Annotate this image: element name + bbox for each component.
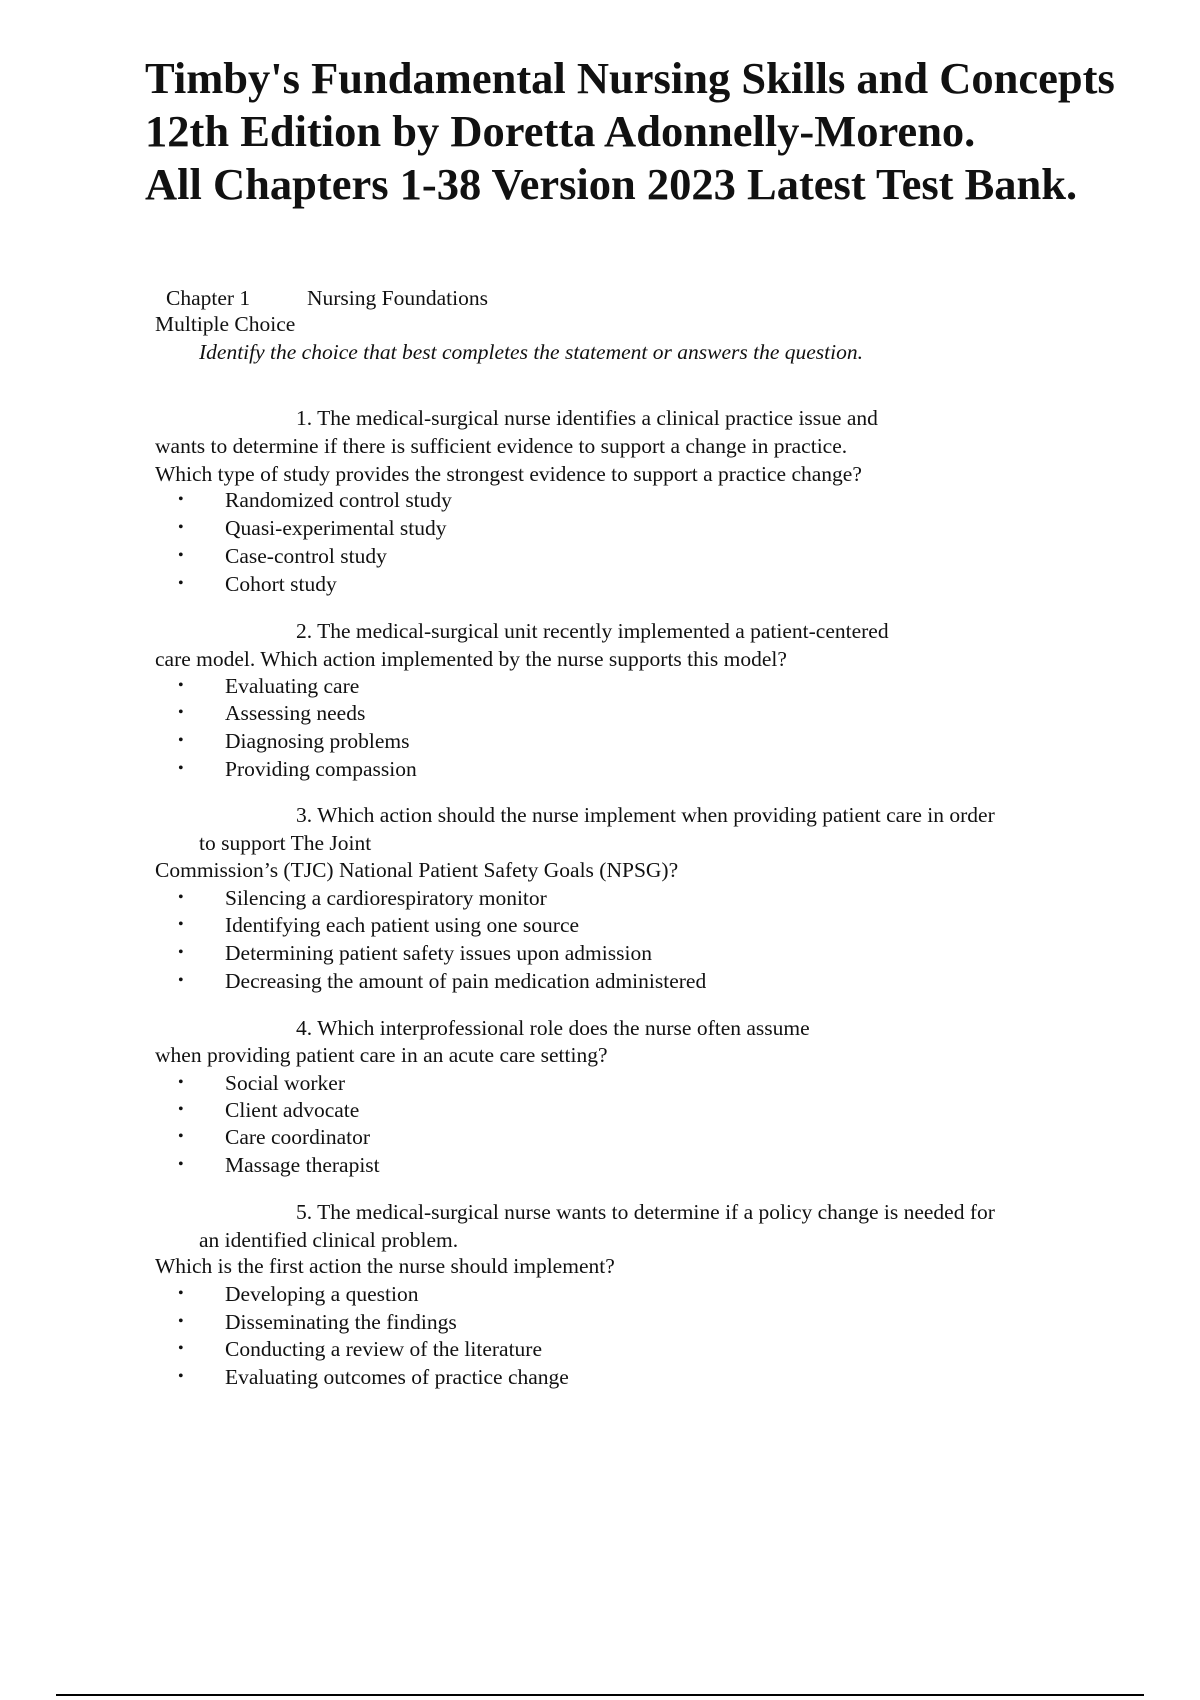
bullet-icon: • <box>178 1101 184 1118</box>
bullet-icon: • <box>178 519 184 536</box>
footer-divider <box>56 1694 1144 1696</box>
question-text-line: 4. Which interprofessional role does the nurse often assume <box>296 1016 810 1040</box>
question-text-line: Which is the first action the nurse should implement? <box>155 1254 615 1278</box>
question-text-line: 5. The medical-surgical nurse wants to determine if a policy change is needed for <box>296 1200 995 1224</box>
question-text-line: 3. Which action should the nurse implement when providing patient care in order <box>296 803 995 827</box>
question-text-line: wants to determine if there is sufficient evidence to support a change in practice. <box>155 434 848 458</box>
question-text-line: care model. Which action implemented by the nurse supports this model? <box>155 647 787 671</box>
question-text-line: to support The Joint <box>199 831 372 855</box>
bullet-icon: • <box>178 575 184 592</box>
document-title <box>145 52 1115 211</box>
bullet-icon: • <box>178 1340 184 1357</box>
bullet-icon: • <box>178 677 184 694</box>
bullet-icon: • <box>178 889 184 906</box>
bullet-icon: • <box>178 1156 184 1173</box>
title-line-1: Timby's Fundamental Nursing Skills and Concepts <box>145 53 1115 103</box>
bullet-icon: • <box>178 1074 184 1091</box>
bullet-icon: • <box>178 1313 184 1330</box>
bullet-icon: • <box>178 916 184 933</box>
bullet-icon: • <box>178 1128 184 1145</box>
section-label: Multiple Choice <box>155 312 296 336</box>
bullet-icon: • <box>178 1368 184 1385</box>
question-text-line: when providing patient care in an acute care setting? <box>155 1043 608 1067</box>
title-line-2: 12th Edition by Doretta Adonnelly-Moreno. <box>145 106 976 156</box>
bullet-icon: • <box>178 1285 184 1302</box>
question-text-line: an identified clinical problem. <box>199 1228 459 1252</box>
chapter-label: Chapter 1 <box>166 286 251 310</box>
bullet-icon: • <box>178 491 184 508</box>
bullet-icon: • <box>178 944 184 961</box>
question-text-line: Which type of study provides the strongest evidence to support a practice change? <box>155 462 862 486</box>
question-text-line: 1. The medical-surgical nurse identifies a clinical practice issue and <box>296 406 878 430</box>
question-text-line: 2. The medical-surgical unit recently implemented a patient-centered <box>296 619 889 643</box>
bullet-icon: • <box>178 972 184 989</box>
bullet-icon: • <box>178 760 184 777</box>
bullet-icon: • <box>178 732 184 749</box>
bullet-icon: • <box>178 704 184 721</box>
title-line-3: All Chapters 1-38 Version 2023 Latest Test Bank. <box>145 159 1078 209</box>
question-text-line: Commission’s (TJC) National Patient Safety Goals (NPSG)? <box>155 858 679 882</box>
chapter-name: Nursing Foundations <box>307 286 488 310</box>
bullet-icon: • <box>178 547 184 564</box>
section-instruction: Identify the choice that best completes the statement or answers the question. <box>199 340 863 364</box>
